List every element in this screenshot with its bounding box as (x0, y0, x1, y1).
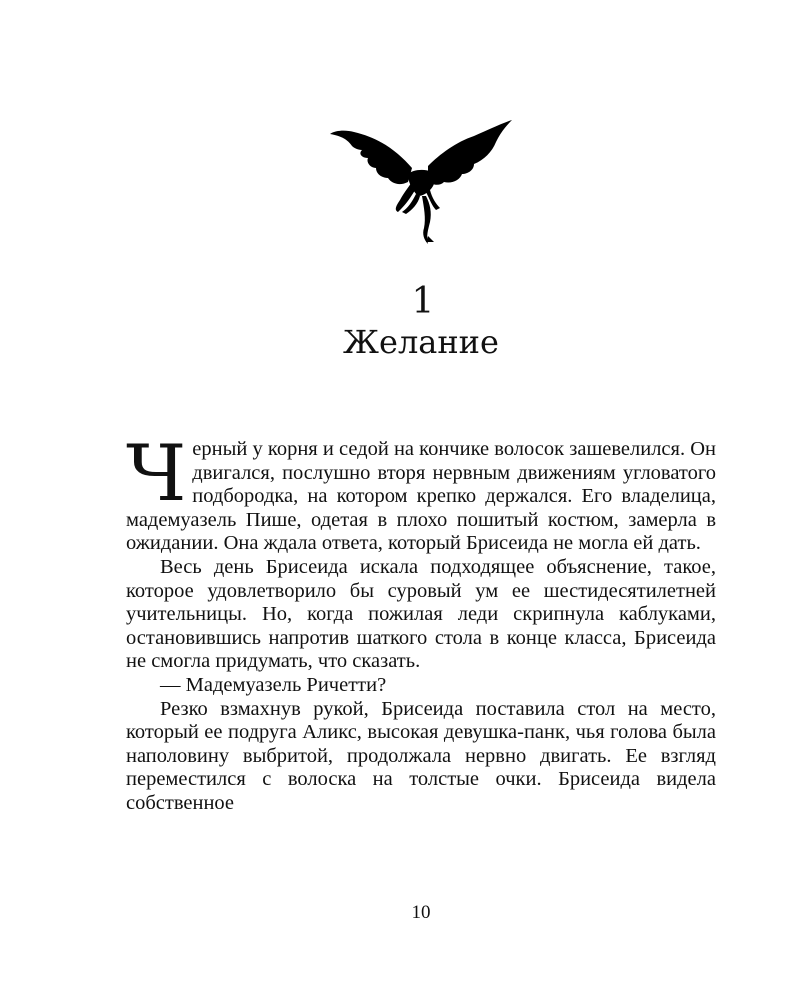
paragraph-text: ерный у корня и седой на кончике волосок зашевелился. Он двигался, послушно вторя нервным движениям угловатого подбородка, на котором крепко держался. Его владелица, мадемуазель Пише, одетая в плохо пошитый костюм, замерла в ожидании. Она ждала ответа, который Брисеида не могла ей дать. (126, 438, 716, 555)
chapter-title: Желание (343, 323, 499, 361)
paragraph (126, 429, 716, 556)
chapter-number: 1 (411, 281, 435, 322)
chapter-body (126, 429, 716, 816)
paragraph: Весь день Брисеида искала подходящее объяснение, такое, которое удовлетворило бы суровый ум ее шестидесятилетней учительницы. Но, когда пожилая леди скрипнула каблуками, остановившись напротив шаткого стола в конце класса, Брисеида не смогла придумать, что сказать. (126, 555, 716, 673)
paragraph: Резко взмахнув рукой, Брисеида поставила стол на место, который ее подруга Аликс, высокая девушка-панк, чья голова была наполовину выбритой, продолжала нервно двигать. Ее взгляд переместился с волоска на толстые очки. Брисеида видела собственное (126, 697, 716, 814)
dragon-icon (328, 118, 514, 244)
dialogue-line: — Мадемуазель Ричетти? (160, 673, 387, 696)
drop-cap: Ч (126, 429, 187, 519)
page-number: 10 (411, 902, 431, 923)
